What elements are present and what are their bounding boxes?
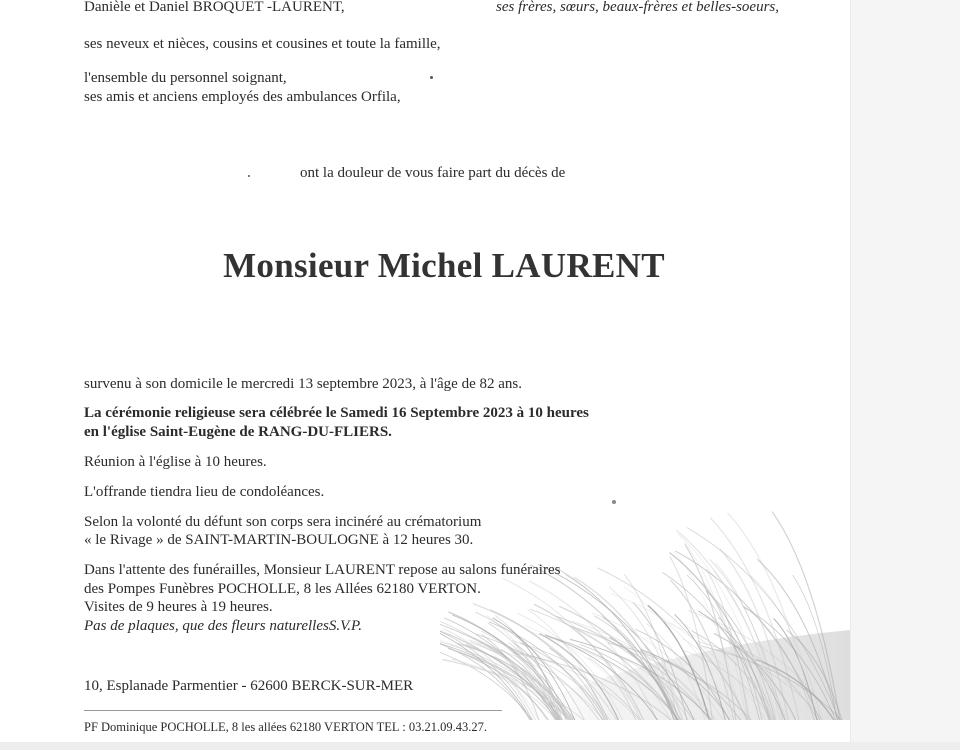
scan-page-edge [850,0,960,750]
flowers-note: Pas de plaques, que des fleurs naturellesS.V.P. [84,618,363,634]
offering-text: L'offrande tiendra lieu de condoléances. [84,484,325,500]
funeral-home-line-1: Dans l'attente des funérailles, Monsieur LAURENT repose au salons funéraires [84,562,561,578]
scan-speck [248,175,250,177]
visits-text: Visites de 9 heures à 19 heures. [84,599,273,615]
family-line-2: ses neveux et nièces, cousins et cousines et toute la famille, [84,36,441,52]
cremation-line-2: « le Rivage » de SAINT-MARTIN-BOULOGNE à 12 heures 30. [84,532,474,548]
family-line-1-right: ses frères, sœurs, beaux-frères et belles-soeurs, [496,0,780,15]
family-line-1: Danièle et Daniel BROQUET -LAURENT, [84,0,345,15]
funeral-home-line-2: des Pompes Funèbres POCHOLLE, 8 les Allées 62180 VERTON. [84,581,481,597]
funeral-home-footer: PF Dominique POCHOLLE, 8 les allées 62180 VERTON TEL : 03.21.09.43.27. [84,720,487,734]
meeting-text: Réunion à l'église à 10 heures. [84,454,267,470]
footer-divider [84,710,502,711]
ceremony-line-1: La cérémonie religieuse sera célébrée le Samedi 16 Septembre 2023 à 10 heures [84,405,589,421]
scan-bottom-edge [0,742,960,750]
cremation-line-1: Selon la volonté du défunt son corps sera incinéré au crématorium [84,514,482,530]
death-details: survenu à son domicile le mercredi 13 septembre 2023, à l'âge de 82 ans. [84,376,522,392]
address-text: 10, Esplanade Parmentier - 62600 BERCK-SUR-MER [84,678,414,694]
scan-speck [612,500,616,504]
deceased-name-heading: Monsieur Michel LAURENT [223,246,665,285]
family-line-4: ses amis et anciens employés des ambulances Orfila, [84,89,401,105]
scan-speck [430,76,433,79]
announcement-text: ont la douleur de vous faire part du décès de [300,165,566,181]
ceremony-line-2: en l'église Saint-Eugène de RANG-DU-FLIERS. [84,424,392,440]
grass-decoration-image [440,470,850,720]
family-line-3: l'ensemble du personnel soignant, [84,70,287,86]
